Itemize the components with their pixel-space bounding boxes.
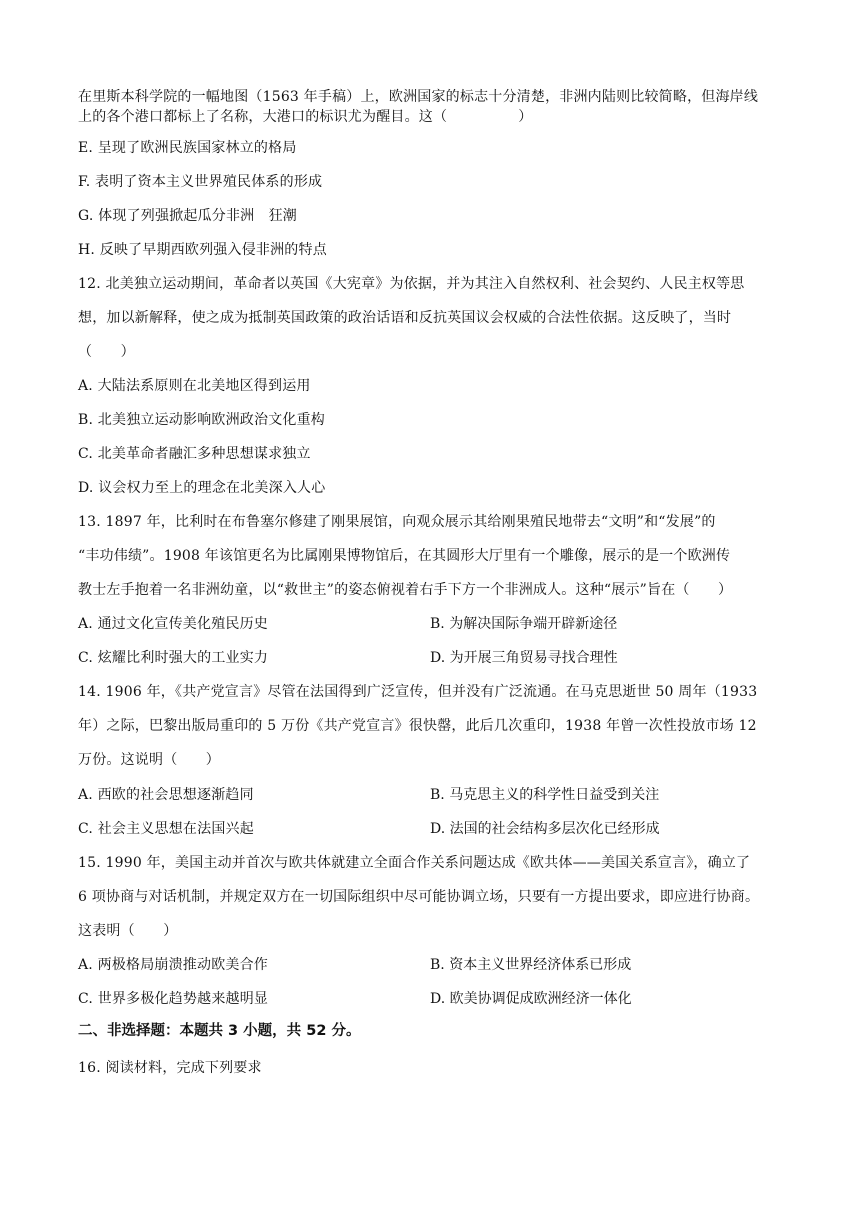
- q13-option-d: D. 为开展三角贸易寻找合理性: [430, 650, 618, 666]
- q16-stem: 16. 阅读材料，完成下列要求: [78, 1060, 262, 1076]
- q13-option-b: B. 为解决国际争端开辟新途径: [430, 616, 618, 632]
- q13-option-c: C. 炫耀比利时强大的工业实力: [78, 650, 269, 666]
- q12-option-d: D. 议会权力至上的理念在北美深入人心: [78, 480, 326, 496]
- q11-stem-line-1: 在里斯本科学院的一幅地图（1563 年手稿）上，欧洲国家的标志十分清楚，非洲内陆则比较简略，但海岸线: [78, 89, 759, 105]
- q12-stem-line-2: 想，加以新解释，使之成为抵制英国政策的政治话语和反抗英国议会权威的合法性依据。这反映了，当时: [78, 310, 732, 326]
- q13-option-a: A. 通过文化宣传美化殖民历史: [78, 616, 269, 632]
- q11-option-e: E. 呈现了欧洲民族国家林立的格局: [78, 140, 297, 156]
- q11-option-f: F. 表明了资本主义世界殖民体系的形成: [78, 174, 323, 190]
- q15-option-d: D. 欧美协调促成欧洲经济一体化: [430, 991, 632, 1007]
- q15-stem-line-3: 这表明（ ）: [78, 923, 178, 939]
- q11-option-h: H. 反映了早期西欧列强入侵非洲的特点: [78, 242, 327, 258]
- q13-stem-line-3: 教士左手抱着一名非洲幼童，以“救世主”的姿态俯视着右手下方一个非洲成人。这种“展示”旨在（ ）: [78, 582, 733, 598]
- q14-option-c: C. 社会主义思想在法国兴起: [78, 821, 254, 837]
- q14-option-a: A. 西欧的社会思想逐渐趋同: [78, 787, 254, 803]
- q12-option-a: A. 大陆法系原则在北美地区得到运用: [78, 378, 311, 394]
- q15-option-a: A. 两极格局崩溃推动欧美合作: [78, 957, 269, 973]
- q15-option-b: B. 资本主义世界经济体系已形成: [430, 957, 632, 973]
- q15-stem-line-1: 15. 1990 年，美国主动并首次与欧共体就建立全面合作关系问题达成《欧共体——美国关系宣言》，确立了: [78, 855, 751, 871]
- q14-stem-line-2: 年）之际，巴黎出版局重印的 5 万份《共产党宣言》很快罄，此后几次重印，1938 年曾一次性投放市场 12: [78, 718, 757, 734]
- q14-stem-line-1: 14. 1906 年，《共产党宣言》尽管在法国得到广泛宣传，但并没有广泛流通。在马克思逝世 50 周年（1933: [78, 684, 758, 700]
- q12-stem-line-1: 12. 北美独立运动期间，革命者以英国《大宪章》为依据，并为其注入自然权利、社会契约、人民主权等思: [78, 276, 745, 292]
- q15-option-c: C. 世界多极化趋势越来越明显: [78, 991, 269, 1007]
- q13-stem-line-1: 13. 1897 年，比利时在布鲁塞尔修建了刚果展馆，向观众展示其给刚果殖民地带去“文明”和“发展”的: [78, 514, 716, 530]
- q11-stem-line-2: 上的各个港口都标上了名称，大港口的标识尤为醒目。这（ ）: [78, 109, 533, 125]
- section-heading: 二、非选择题：本题共 3 小题，共 52 分。: [78, 1023, 361, 1039]
- q12-stem-line-3: （ ）: [78, 344, 135, 360]
- q15-stem-line-2: 6 项协商与对话机制，并规定双方在一切国际组织中尽可能协调立场，只要有一方提出要求，即应进行协商。: [78, 889, 760, 905]
- q12-option-c: C. 北美革命者融汇多种思想谋求独立: [78, 446, 311, 462]
- q11-option-g: G. 体现了列强掀起瓜分非洲 狂潮: [78, 208, 297, 224]
- q14-option-b: B. 马克思主义的科学性日益受到关注: [430, 787, 660, 803]
- q13-stem-line-2: “丰功伟绩”。1908 年该馆更名为比属刚果博物馆后，在其圆形大厅里有一个雕像，展示的是一个欧洲传: [78, 548, 731, 564]
- q12-option-b: B. 北美独立运动影响欧洲政治文化重构: [78, 412, 325, 428]
- q14-stem-line-3: 万份。这说明（ ）: [78, 752, 220, 768]
- q14-option-d: D. 法国的社会结构多层次化已经形成: [430, 821, 660, 837]
